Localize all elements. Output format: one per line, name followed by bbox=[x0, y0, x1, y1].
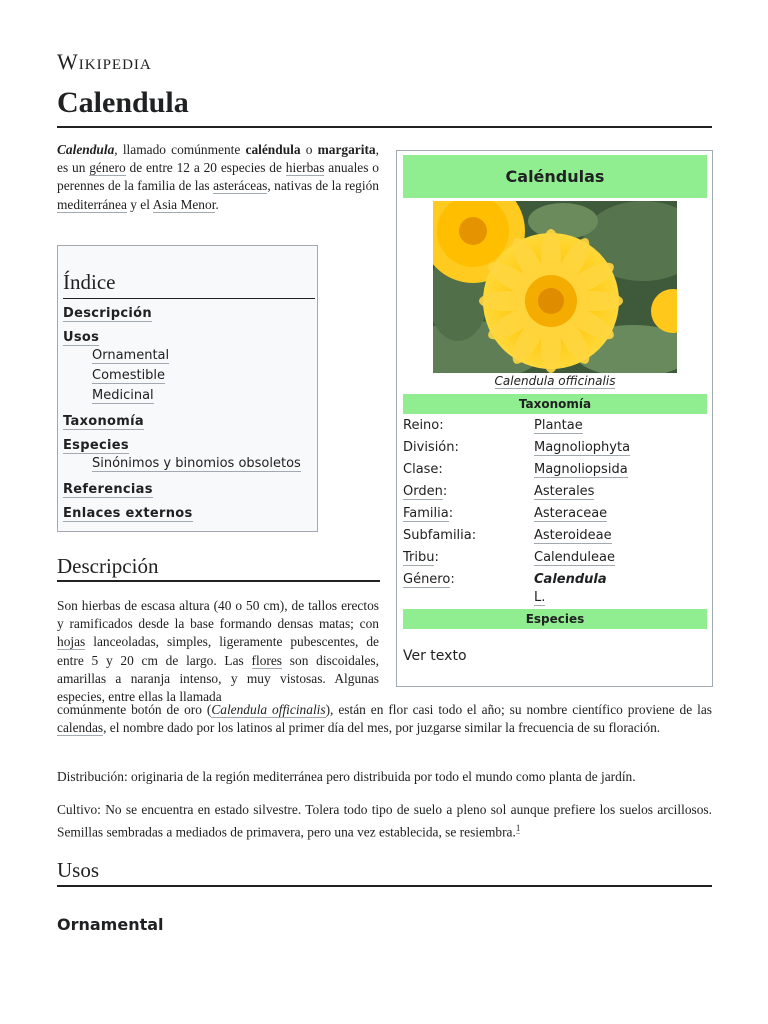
heading-usos: Usos bbox=[57, 858, 100, 882]
intro-paragraph: Calendula, llamado comúnmente caléndula o margarita, es un género de entre 12 a 20 especies de hierbas anuales o perennes de la familia de las asteráceas, nativas de la región mediterránea y el Asia Menor. bbox=[57, 142, 379, 212]
link-mediterranea[interactable]: mediterránea bbox=[57, 196, 127, 212]
descripcion-divider bbox=[57, 580, 380, 582]
toc-item-comestible[interactable]: Comestible bbox=[92, 368, 166, 383]
taxo-value-genero-author[interactable]: L. bbox=[534, 590, 546, 605]
species-header: Especies bbox=[403, 609, 707, 629]
taxobox bbox=[396, 150, 713, 687]
taxonomy-header: Taxonomía bbox=[403, 394, 707, 414]
taxobox-title: Caléndulas bbox=[403, 155, 707, 198]
toc-item-taxonomia[interactable]: Taxonomía bbox=[63, 414, 144, 429]
link-calendula-officinalis[interactable]: Calendula officinalis bbox=[211, 702, 326, 717]
heading-descripcion: Descripción bbox=[57, 554, 159, 578]
link-flores[interactable]: flores bbox=[251, 652, 283, 668]
image-caption[interactable]: Calendula officinalis bbox=[494, 374, 616, 388]
toc-item-ornamental[interactable]: Ornamental bbox=[92, 348, 170, 363]
toc-divider bbox=[63, 298, 315, 299]
taxo-value-division[interactable]: Magnoliophyta bbox=[534, 440, 631, 455]
descripcion-paragraph-b: comúnmente botón de oro (Calendula officinalis), están en flor casi todo el año; su nombre científico proviene de las calendas, el nombre dado por los latinos al primer día del mes, por juzgarse similar la frecuencia de su floración. bbox=[57, 702, 712, 736]
toc-item-descripcion[interactable]: Descripción bbox=[63, 306, 152, 321]
reference-1[interactable]: 1 bbox=[515, 823, 521, 834]
taxo-key-orden[interactable]: Orden: bbox=[403, 484, 448, 499]
toc-item-sinonimos[interactable]: Sinónimos y binomios obsoletos bbox=[92, 456, 301, 471]
taxo-key-division: División: bbox=[403, 440, 459, 455]
taxo-key-clase: Clase: bbox=[403, 462, 443, 477]
link-hojas[interactable]: hojas bbox=[57, 634, 86, 650]
taxo-value-tribu[interactable]: Calenduleae bbox=[534, 550, 615, 565]
taxo-key-reino: Reino: bbox=[403, 418, 444, 433]
taxo-key-subfamilia: Subfamilia: bbox=[403, 528, 477, 543]
taxo-value-reino[interactable]: Plantae bbox=[534, 418, 583, 433]
usos-divider bbox=[57, 885, 712, 887]
taxo-key-genero[interactable]: Género: bbox=[403, 572, 455, 587]
heading-ornamental: Ornamental bbox=[57, 915, 164, 934]
cultivo-paragraph: Cultivo: No se encuentra en estado silvestre. Tolera todo tipo de suelo a pleno sol aunque prefiere los suelos arcillosos. Semillas sembradas a mediados de primavera, pero una vez establecida, se resiembra.$^1$ bbox=[57, 802, 712, 840]
toc-item-enlaces[interactable]: Enlaces externos bbox=[63, 506, 193, 521]
taxo-value-clase[interactable]: Magnoliopsida bbox=[534, 462, 628, 477]
taxo-key-familia[interactable]: Familia: bbox=[403, 506, 454, 521]
distribucion-paragraph: Distribución: originaria de la región mediterránea pero distribuida por todo el mundo como planta de jardín. bbox=[57, 769, 636, 784]
link-asia-menor[interactable]: Asia Menor bbox=[152, 196, 216, 212]
link-hierbas[interactable]: hierbas bbox=[285, 160, 325, 176]
taxo-value-familia[interactable]: Asteraceae bbox=[534, 506, 608, 521]
taxo-key-tribu[interactable]: Tribu: bbox=[403, 550, 439, 565]
link-calendas[interactable]: calendas bbox=[57, 720, 104, 736]
toc-item-medicinal[interactable]: Medicinal bbox=[92, 388, 154, 403]
link-genero[interactable]: género bbox=[89, 160, 126, 176]
table-of-contents bbox=[57, 245, 318, 532]
page-title: Calendula bbox=[57, 86, 189, 119]
toc-item-referencias[interactable]: Referencias bbox=[63, 482, 153, 497]
descripcion-paragraph-a: Son hierbas de escasa altura (40 o 50 cm), de tallos erectos y ramificados desde la base formando densas matas; con hojas lanceoladas, simples, ligeramente pubescentes, de entre 5 y 20 cm de largo. Las flores son discoidales, amarillas a naranja intenso, y muy vistosas. Algunas especies, entre ellas la llamada bbox=[57, 598, 379, 705]
title-divider bbox=[57, 126, 712, 128]
calendula-flower-image[interactable] bbox=[433, 201, 677, 373]
toc-title: Índice bbox=[63, 270, 116, 294]
taxo-value-subfamilia[interactable]: Asteroideae bbox=[534, 528, 612, 543]
toc-item-usos[interactable]: Usos bbox=[63, 330, 100, 345]
link-asteraceas[interactable]: asteráceas bbox=[213, 178, 268, 194]
taxo-value-orden[interactable]: Asterales bbox=[534, 484, 595, 499]
wikipedia-logo[interactable]: Wikipedia bbox=[57, 49, 152, 74]
toc-item-especies[interactable]: Especies bbox=[63, 438, 129, 453]
taxo-value-genero: Calendula bbox=[534, 572, 607, 587]
species-text: Ver texto bbox=[403, 648, 467, 664]
